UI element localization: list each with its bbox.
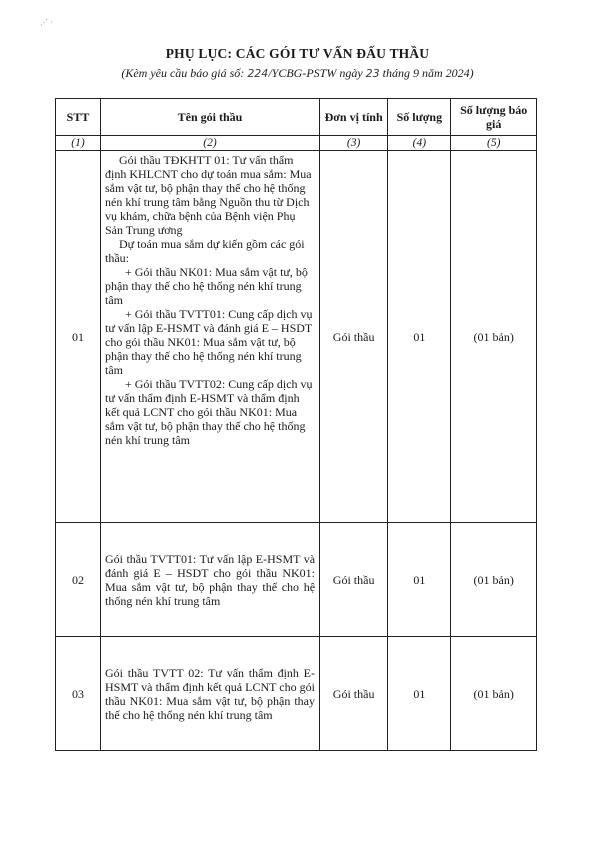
column-number-row [56, 136, 537, 151]
subtitle-suffix: tháng 9 năm 2024) [379, 66, 474, 80]
row-qty: 01 [388, 523, 451, 637]
row-report: (01 bản) [451, 523, 537, 637]
col-number: (1) [56, 136, 101, 151]
row-stt: 02 [56, 523, 101, 637]
row-report: (01 bản) [451, 151, 537, 523]
col-number: (2) [101, 136, 320, 151]
table-row [56, 637, 537, 751]
row-stt: 01 [56, 151, 101, 523]
header-unit: Đơn vị tính [320, 99, 388, 136]
table-row [56, 523, 537, 637]
row-report: (01 bản) [451, 637, 537, 751]
header-name: Tên gói thầu [101, 99, 320, 136]
handwritten-day: 23 [365, 67, 380, 80]
margin-marks: ⋰ · [40, 18, 53, 27]
row-unit: Gói thầu [320, 523, 388, 637]
name-paragraph: Dự toán mua sắm dự kiến gồm các gói thầu: [105, 237, 305, 265]
package-bullet: + Gói thầu TVTT01: Cung cấp dịch vụ tư vấn lập E-HSMT và đánh giá E – HSDT cho gói thầu NK01: Mua sắm vật tư, bộ phận thay thế cho hệ thống nén khí trung tâm [105, 307, 313, 377]
table-row [56, 151, 537, 523]
row-qty: 01 [388, 151, 451, 523]
handwritten-doc-number: 224 [247, 67, 269, 80]
bidding-packages-table [55, 98, 537, 751]
name-paragraph: Gói thầu TĐKHTT 01: Tư vấn thẩm định KHLCNT cho dự toán mua sắm: Mua sắm vật tư, bộ phận thay thế cho hệ thống nén khí trung tâm bằng Nguồn thu từ Dịch vụ khám, chữa bệnh của Bệnh viện Phụ Sản Trung ương [105, 153, 312, 237]
row-stt: 03 [56, 637, 101, 751]
row-qty: 01 [388, 637, 451, 751]
col-number: (4) [388, 136, 451, 151]
row-name: Gói thầu TVTT01: Tư vấn lập E-HSMT và đánh giá E – HSDT cho gói thầu NK01: Mua sắm vật tư, bộ phận thay thế cho hệ thống nén khí trung tâm [101, 523, 320, 637]
header-qty: Số lượng [388, 99, 451, 136]
row-unit: Gói thầu [320, 151, 388, 523]
page-subtitle [0, 66, 595, 81]
row-name [101, 151, 320, 523]
package-bullet: + Gói thầu NK01: Mua sắm vật tư, bộ phận thay thế cho hệ thống nén khí trung tâm [105, 265, 308, 307]
header-stt: STT [56, 99, 101, 136]
table-header-row [56, 99, 537, 136]
page-title: PHỤ LỤC: CÁC GÓI TƯ VẤN ĐẤU THẦU [165, 46, 430, 61]
header-report: Số lượng báo giá [451, 99, 537, 136]
col-number: (5) [451, 136, 537, 151]
col-number: (3) [320, 136, 388, 151]
row-name: Gói thầu TVTT 02: Tư vấn thẩm định E-HSMT và thẩm định kết quả LCNT cho gói thầu NK01: Mua sắm vật tư, bộ phận thay thế cho hệ thống nén khí trung tâm [101, 637, 320, 751]
subtitle-prefix: (Kèm yêu cầu báo giá số: [121, 66, 248, 80]
package-bullet: + Gói thầu TVTT02: Cung cấp dịch vụ tư vấn thẩm định E-HSMT và thẩm định kết quả LCNT cho gói thầu NK01: Mua sắm vật tư, bộ phận thay thế cho hệ thống nén khí trung tâm [105, 377, 313, 447]
subtitle-mid: /YCBG-PSTW ngày [268, 66, 366, 80]
row-unit: Gói thầu [320, 637, 388, 751]
